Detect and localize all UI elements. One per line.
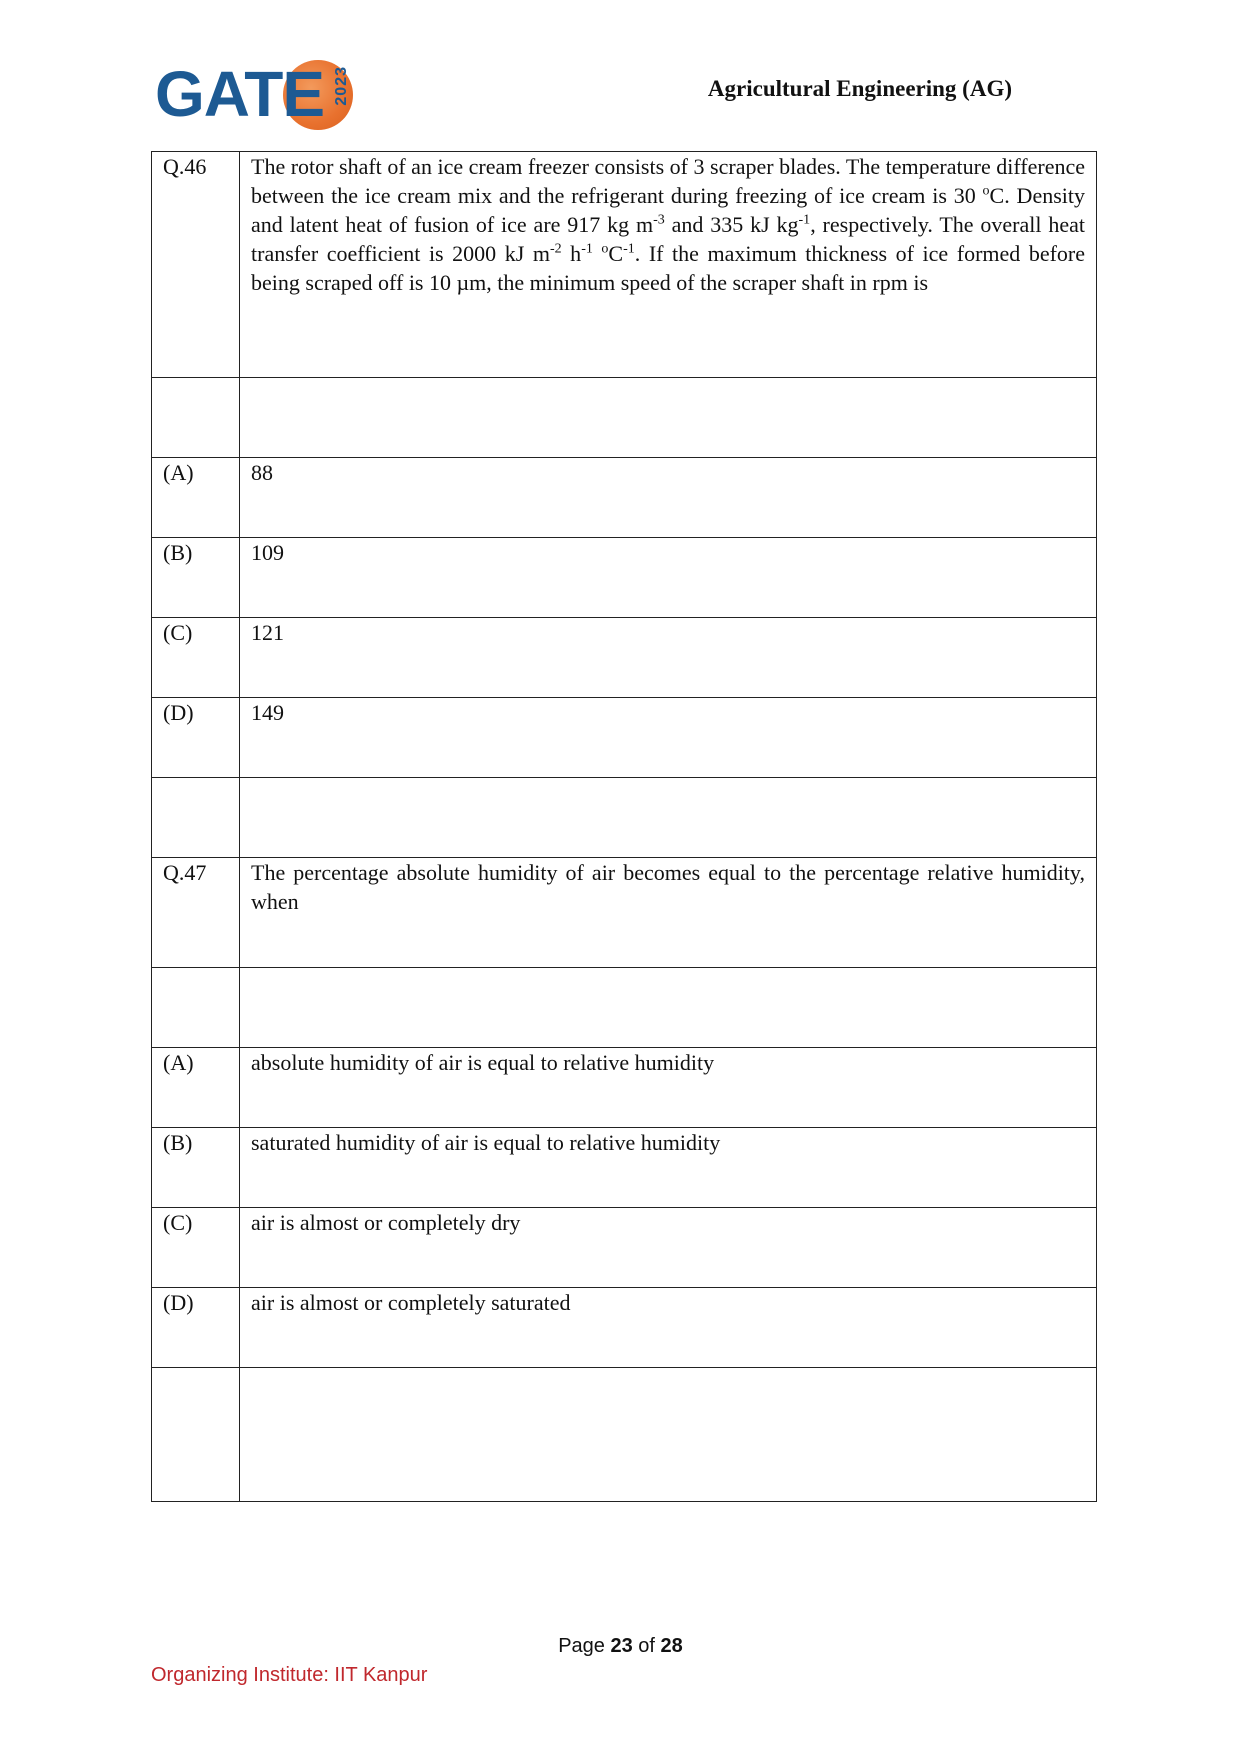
option-row — [152, 618, 1097, 698]
option-text: 121 — [240, 618, 1097, 698]
paper-title: Agricultural Engineering (AG) — [707, 76, 1012, 101]
option-label: (D) — [152, 698, 240, 778]
option-text: air is almost or completely dry — [240, 1208, 1097, 1288]
option-text: 149 — [240, 698, 1097, 778]
question-table — [151, 151, 1097, 1502]
option-label: (B) — [152, 538, 240, 618]
option-row — [152, 698, 1097, 778]
option-label: (A) — [152, 458, 240, 538]
organizing-institute: Organizing Institute: IIT Kanpur — [151, 1664, 428, 1686]
option-row — [152, 538, 1097, 618]
question-row — [152, 858, 1097, 968]
question-number: Q.46 — [152, 152, 240, 378]
question-text: The percentage absolute humidity of air becomes equal to the percentage relative humidity, when — [240, 858, 1097, 968]
option-row — [152, 1208, 1097, 1288]
blank-row — [152, 968, 1097, 1048]
option-label: (C) — [152, 1208, 240, 1288]
logo-text: GATE — [155, 58, 325, 130]
option-row — [152, 1048, 1097, 1128]
option-text: 88 — [240, 458, 1097, 538]
option-row — [152, 458, 1097, 538]
question-text: The rotor shaft of an ice cream freezer consists of 3 scraper blades. The temperature difference between the ice cream mix and the refrigerant during freezing of ice cream is 30 $^o$C. Density and latent heat of fusion of ice are 917 kg $m^{-3}$ and 335 kJ $kg^{-1}$, respectively. The overall heat transfer coefficient is 2000 kJ $m^{-2}$ $h^{-1}$ $^oC^{-1}$. If the maximum thickness of ice formed before being scraped off is 10 µm, the minimum speed of the scraper shaft in rpm is — [240, 152, 1097, 378]
option-label: (B) — [152, 1128, 240, 1208]
page-number: Page 23 of 28 — [558, 1635, 683, 1657]
option-label: (C) — [152, 618, 240, 698]
blank-row — [152, 1368, 1097, 1502]
option-row — [152, 1288, 1097, 1368]
option-text: saturated humidity of air is equal to relative humidity — [240, 1128, 1097, 1208]
option-text: 109 — [240, 538, 1097, 618]
option-label: (D) — [152, 1288, 240, 1368]
blank-row — [152, 378, 1097, 458]
option-row — [152, 1128, 1097, 1208]
question-number: Q.47 — [152, 858, 240, 968]
option-text: air is almost or completely saturated — [240, 1288, 1097, 1368]
logo-year: 2023 — [333, 66, 350, 106]
question-row — [152, 152, 1097, 378]
gate-logo — [155, 58, 355, 138]
option-label: (A) — [152, 1048, 240, 1128]
blank-row — [152, 778, 1097, 858]
option-text: absolute humidity of air is equal to relative humidity — [240, 1048, 1097, 1128]
